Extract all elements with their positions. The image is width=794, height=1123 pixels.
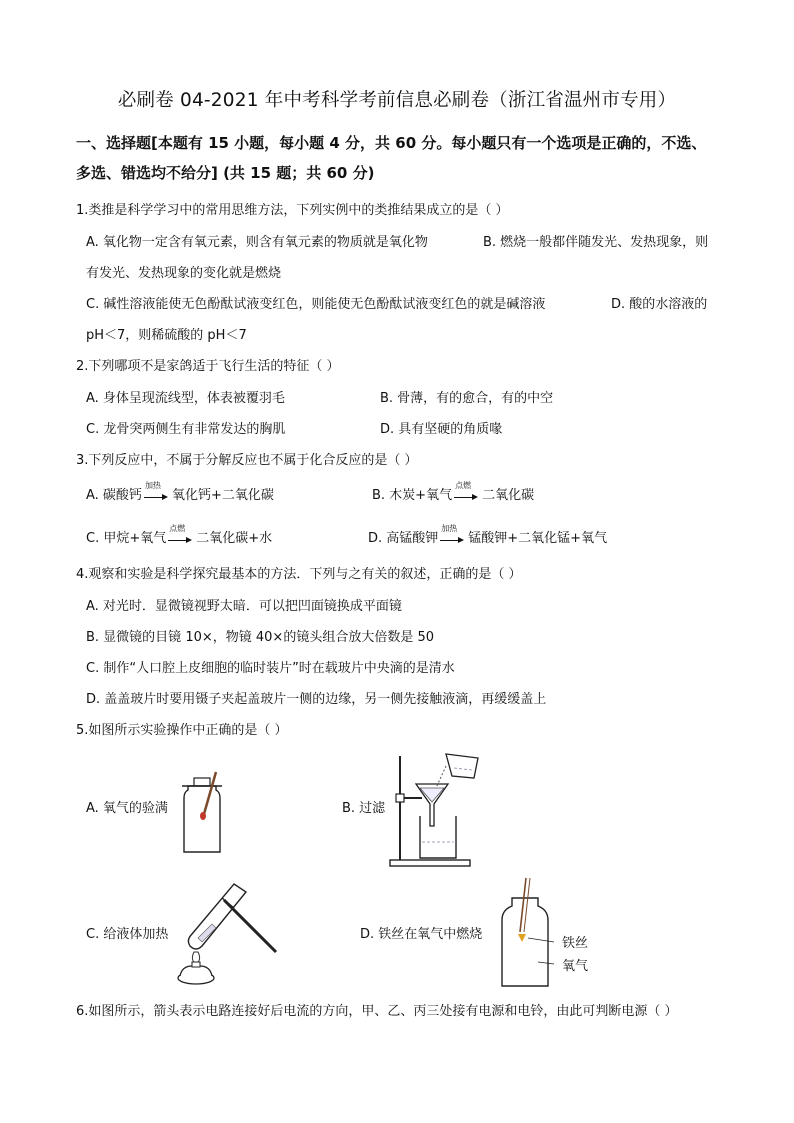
question-3-option-b-reactant: B. 木炭+氧气 [372, 488, 453, 503]
question-4-option-b: B. 显微镜的目镜 10×，物镜 40×的镜头组合放大倍数是 50 [86, 630, 434, 645]
question-1-option-b: B. 燃烧一般都伴随发光、发热现象，则 [483, 235, 709, 250]
question-1-option-b-cont: 有发光、发热现象的变化就是燃烧 [86, 266, 282, 281]
reaction-arrow-icon [144, 480, 170, 503]
question-1-option-a: A. 氧化物一定含有氧元素，则含有氧元素的物质就是氧化物 [86, 235, 428, 250]
question-3-option-b-product: 二氧化碳 [482, 488, 535, 503]
question-3-option-b [372, 480, 535, 505]
reaction-arrow-icon [454, 480, 480, 503]
question-3-option-c-product: 二氧化碳+水 [196, 531, 273, 546]
question-4-option-d: D. 盖盖玻片时要用镊子夹起盖玻片一侧的边缘，另一侧先接触液滴，再缓缓盖上 [86, 692, 547, 707]
question-3-option-c [86, 523, 273, 548]
question-2-option-b: B. 骨薄，有的愈合，有的中空 [380, 391, 554, 406]
reaction-condition: 加热 [144, 480, 161, 490]
iron-wire-burning-figure [496, 876, 556, 990]
reaction-condition: 加热 [441, 523, 458, 533]
question-4-stem: 4.观察和实验是科学探究最基本的方法．下列与之有关的叙述，正确的是（ ） [76, 567, 522, 582]
question-5-stem: 5.如图所示实验操作中正确的是（ ） [76, 723, 288, 738]
section-heading-line-2: 多选、错选均不给分] (共 15 题；共 60 分) [76, 164, 375, 182]
question-4-option-c: C. 制作“人口腔上皮细胞的临时装片”时在载玻片中央滴的是清水 [86, 661, 455, 676]
question-3-stem: 3.下列反应中，不属于分解反应也不属于化合反应的是（ ） [76, 453, 418, 468]
question-2-option-a: A. 身体呈现流线型，体表被覆羽毛 [86, 391, 285, 406]
question-1-option-d: D. 酸的水溶液的 [611, 297, 708, 312]
question-4-option-a: A. 对光时．显微镜视野太暗．可以把凹面镜换成平面镜 [86, 599, 402, 614]
question-3-option-c-reactant: C. 甲烷+氧气 [86, 531, 167, 546]
iron-wire-label: 铁丝 [562, 936, 589, 951]
reaction-arrow-icon [440, 523, 466, 546]
question-3-option-a-product: 氧化钙+二氧化碳 [171, 488, 274, 503]
question-3-option-d [368, 523, 608, 548]
filtration-figure [386, 748, 486, 870]
question-5-option-d: D. 铁丝在氧气中燃烧 [360, 927, 483, 942]
question-6-stem: 6.如图所示，箭头表示电路连接好后电流的方向，甲、乙、丙三处接有电源和电铃，由此可判断电源（ ） [76, 1004, 678, 1019]
reaction-condition: 点燃 [455, 480, 472, 490]
question-5-option-b: B. 过滤 [342, 801, 386, 816]
question-1-option-c: C. 碱性溶液能使无色酚酞试液变红色，则能使无色酚酞试液变红色的就是碱溶液 [86, 297, 546, 312]
section-heading-line-1: 一、选择题[本题有 15 小题，每小题 4 分，共 60 分。每小题只有一个选项是正确的，不选、 [76, 134, 707, 152]
section-heading [76, 128, 726, 188]
question-5-option-c: C. 给液体加热 [86, 927, 169, 942]
reaction-arrow-icon [168, 523, 194, 546]
page-title: 必刷卷 04-2021 年中考科学考前信息必刷卷（浙江省温州市专用） [117, 90, 677, 111]
question-1-stem: 1.类推是科学学习中的常用思维方法，下列实例中的类推结果成立的是（ ） [76, 203, 509, 218]
question-3-option-d-reactant: D. 高锰酸钾 [368, 531, 439, 546]
question-1-option-d-cont: pH＜7，则稀硫酸的 pH＜7 [86, 328, 247, 343]
question-2-stem: 2.下列哪项不是家鸽适于飞行生活的特征（ ） [76, 359, 340, 374]
question-3-option-a [86, 480, 274, 505]
liquid-heating-figure [172, 880, 282, 986]
reaction-condition: 点燃 [169, 523, 186, 533]
question-3-option-a-reactant: A. 碳酸钙 [86, 488, 142, 503]
gas-bottle-test-figure [176, 770, 236, 856]
question-3-option-d-product: 锰酸钾+二氧化锰+氧气 [468, 531, 608, 546]
question-2-option-d: D. 具有坚硬的角质喙 [380, 422, 503, 437]
question-2-option-c: C. 龙骨突两侧生有非常发达的胸肌 [86, 422, 286, 437]
oxygen-label: 氧气 [562, 959, 589, 974]
question-5-option-a: A. 氧气的验满 [86, 801, 168, 816]
